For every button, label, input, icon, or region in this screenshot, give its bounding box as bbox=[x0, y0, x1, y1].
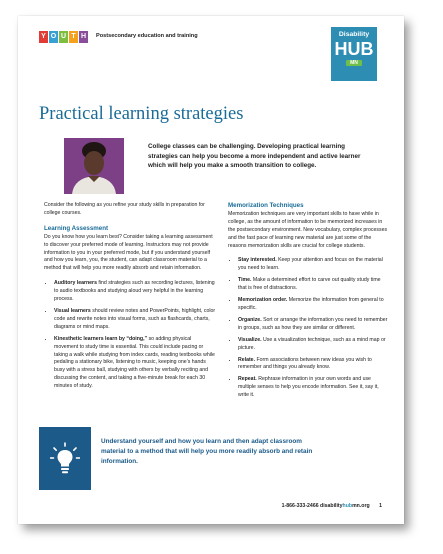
memorization-body: Memorization techniques are very important skills to have while in college, as the amount of information to be memorized increases in the postsecondary environment. New vocabulary, complex processes and the fast pace of learning new material are just some of the reasons memorization skills are crucial for college students. bbox=[228, 210, 388, 249]
list-item-term: Memorization order. bbox=[238, 297, 288, 304]
list-item-text: Make a determined effort to carve out quality study time that is free of distractions. bbox=[238, 277, 381, 292]
list-item bbox=[238, 337, 388, 353]
list-item bbox=[238, 297, 388, 313]
list-item-term: Visualize. bbox=[238, 336, 262, 343]
list-item-term: Repeat. bbox=[238, 376, 257, 383]
portrait-illustration bbox=[64, 138, 124, 194]
list-item bbox=[238, 357, 388, 373]
list-item-term: Visual learners bbox=[54, 307, 91, 314]
youth-logo bbox=[39, 31, 88, 43]
page-footer bbox=[282, 503, 382, 509]
list-item-text: so adding physical movement to study time is essential. This could include pacing or taking a walk while studying from index cards, reading textbooks while pedaling a stationary bike, listening to music, keeping one’s hands busy with a stress ball, studying with others by verbally reciting and discussing the content, and taking a five-minute break for each 30 minutes of study. bbox=[54, 335, 215, 390]
youth-letter-o: O bbox=[49, 31, 58, 43]
intro-paragraph: College classes can be challenging. Developing practical learning strategies can help you become a more independent and active learner which will help you make a smooth transition to college. bbox=[148, 143, 361, 170]
left-column bbox=[44, 202, 216, 395]
list-item-text: Use a visualization technique, such as a mind map or picture. bbox=[238, 336, 386, 351]
list-item-term: Relate. bbox=[238, 356, 256, 363]
list-item bbox=[54, 336, 216, 391]
list-item bbox=[238, 277, 388, 293]
hub-logo-top: Disability bbox=[338, 31, 370, 38]
youth-letter-y: Y bbox=[39, 31, 48, 43]
youth-letter-h: H bbox=[79, 31, 88, 43]
footer-site-suffix: mn.org bbox=[352, 503, 370, 509]
tip-callout bbox=[39, 427, 384, 490]
header-subtitle: Postsecondary education and training bbox=[96, 33, 198, 39]
hub-logo-middle: HUB bbox=[334, 39, 374, 59]
list-item bbox=[54, 308, 216, 332]
lightbulb-icon bbox=[50, 442, 80, 476]
footer-site-hub: hub bbox=[342, 503, 353, 509]
footer-phone: 1-866-333-2466 bbox=[281, 503, 319, 509]
list-item-text: Form associations between new ideas you wish to remember and things you already know. bbox=[238, 356, 372, 371]
list-item-term: Auditory learners bbox=[54, 280, 97, 287]
list-item-text: Sort or arrange the information you need to remember in groups, such as how they are similar or different. bbox=[238, 316, 388, 331]
learning-assessment-body: Do you know how you learn best? Consider taking a learning assessment to discover your preferred mode of learning. Instructors may not provide information to you in your preferred mode, but if you understand yourself and how you learn, you, the student, can adapt classroom material to a method that will help you more readily absorb and retain information. bbox=[44, 233, 213, 272]
list-item-text: should review notes and PowerPoints, highlight, color code and rewrite notes into visual forms, such as flashcards, charts, diagrams or mind maps. bbox=[54, 307, 216, 330]
youth-letter-u: U bbox=[59, 31, 68, 43]
callout-text: Understand yourself and how you learn and then adapt classroom material to a method that will help you more readily absorb and retain information. bbox=[101, 438, 313, 465]
list-item-term: Time. bbox=[238, 277, 252, 284]
learning-assessment-heading: Learning Assessment bbox=[44, 224, 109, 232]
page-title: Practical learning strategies bbox=[39, 104, 244, 124]
list-item-term: Organize. bbox=[238, 316, 262, 323]
page-number: 1 bbox=[379, 503, 382, 509]
list-item bbox=[238, 317, 388, 333]
right-column bbox=[228, 202, 388, 404]
list-item-text: Keep your attention and focus on the material you need to learn. bbox=[238, 257, 383, 272]
footer-site-prefix: disability bbox=[320, 503, 343, 509]
list-item bbox=[238, 376, 388, 400]
lightbulb-icon-box bbox=[39, 427, 91, 490]
list-item-text: find strategies such as recording lectures, listening to audio textbooks and studying aloud very helpful in the learning process. bbox=[54, 280, 215, 303]
list-item-text: Rephrase information in your own words and use multiple senses to help you encode information. See it, say it, write it. bbox=[238, 376, 379, 399]
student-portrait bbox=[64, 138, 124, 194]
memorization-list bbox=[228, 257, 388, 400]
hub-logo-bottom: MN bbox=[346, 60, 362, 66]
memorization-heading: Memorization Techniques bbox=[228, 202, 304, 209]
list-item-term: Kinesthetic learners learn by “doing,” bbox=[54, 335, 148, 342]
footer-website[interactable] bbox=[320, 503, 370, 509]
disability-hub-logo bbox=[331, 27, 377, 81]
list-item bbox=[54, 280, 216, 304]
document-page bbox=[18, 16, 404, 524]
list-item-text: Memorize the information from general to specific. bbox=[238, 297, 384, 311]
list-item-term: Stay interested. bbox=[238, 257, 277, 264]
list-item bbox=[238, 257, 388, 273]
youth-letter-t: T bbox=[69, 31, 78, 43]
left-lead: Consider the following as you refine your study skills in preparation for college courses. bbox=[44, 202, 205, 216]
learner-types-list bbox=[44, 280, 216, 391]
